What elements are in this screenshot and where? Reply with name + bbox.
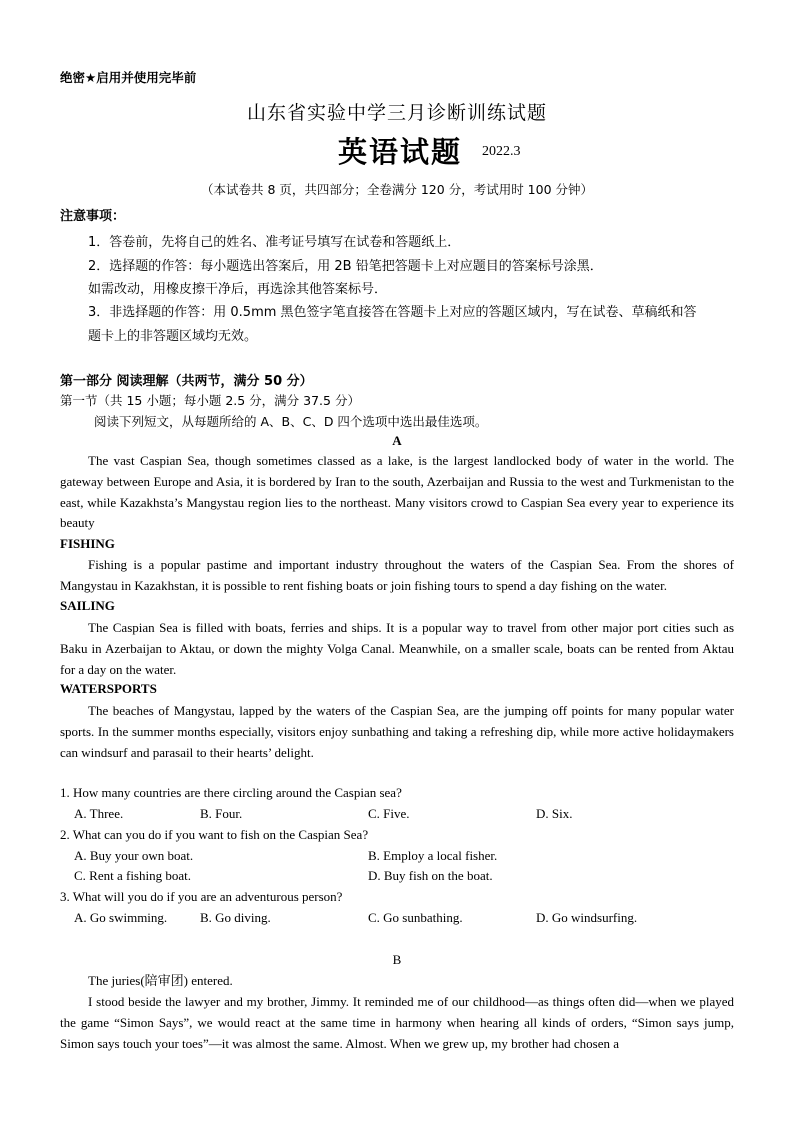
part1-heading: 第一部分 阅读理解（共两节，满分 50 分）	[60, 374, 313, 389]
fishing-heading: FISHING	[60, 536, 115, 551]
question-3-option-d[interactable]: D. Go windsurfing.	[536, 910, 638, 925]
exam-title: 英语试题	[338, 135, 463, 169]
notice-item-2: 2．选择题的作答：每小题选出答案后，用 2B 铅笔把答题卡上对应题目的答案标号涂黑．	[88, 259, 603, 274]
question-3-option-b[interactable]: B. Go diving.	[200, 910, 271, 925]
watersports-heading: WATERSPORTS	[60, 681, 157, 696]
notice-item-3-cont: 题卡上的非答题区域均无效。	[88, 329, 258, 344]
confidential-note: 绝密★启用并使用完毕前	[60, 70, 197, 85]
question-1-option-b[interactable]: B. Four.	[200, 806, 243, 821]
reading-instruction: 阅读下列短文，从每题所给的 A、B、C、D 四个选项中选出最佳选项。	[94, 414, 488, 429]
notice-item-3: 3．非选择题的作答：用 0.5mm 黑色签字笔直接答在答题卡上对应的答题区域内，写在试卷、草稿纸和答	[88, 305, 697, 320]
sailing-paragraph: The Caspian Sea is filled with boats, ferries and ships. It is a popular way to travel from other major port cities such as Baku in Azerbaijan to Aktau, or down the mighty Volga Canal. Meanwhile, on a smaller scale, boats can be rented from Aktau for a day on the water.	[60, 620, 734, 677]
question-3-stem: 3. What will you do if you are an adventurous person?	[60, 889, 343, 904]
question-2-stem: 2. What can you do if you want to fish on the Caspian Sea?	[60, 827, 369, 842]
passage-a-label: A	[392, 433, 402, 448]
question-1-option-c[interactable]: C. Five.	[368, 806, 410, 821]
section1-heading: 第一节（共 15 小题；每小题 2.5 分，满分 37.5 分）	[60, 393, 360, 408]
fishing-paragraph: Fishing is a popular pastime and important industry throughout the waters of the Caspian Sea. From the shores of Mangystau in Kazakhstan, it is possible to rent fishing boats or join fishing tours to spend a day fishing on the water.	[60, 557, 734, 593]
question-2-option-a[interactable]: A. Buy your own boat.	[74, 848, 194, 863]
question-2-option-c[interactable]: C. Rent a fishing boat.	[74, 868, 191, 883]
question-3-option-c[interactable]: C. Go sunbathing.	[368, 910, 463, 925]
passage-a-intro: The vast Caspian Sea, though sometimes classed as a lake, is the largest landlocked body of water in the world. The gateway between Europe and Asia, it is bordered by Iran to the south, Azerbaijan and Russia to the west and Turkmenistan to the east, while Kazakhsta’s Mangystau region lies to the northeast. Many visitors crowd to Caspian Sea every year to experience its beauty	[60, 453, 734, 531]
passage-b-label: B	[392, 952, 402, 967]
question-1-option-a[interactable]: A. Three.	[74, 806, 124, 821]
exam-date: 2022.3	[482, 144, 521, 159]
question-2-option-b[interactable]: B. Employ a local fisher.	[368, 848, 498, 863]
question-1-stem: 1. How many countries are there circling around the Caspian sea?	[60, 785, 402, 800]
question-3-option-a[interactable]: A. Go swimming.	[74, 910, 168, 925]
sailing-heading: SAILING	[60, 598, 115, 613]
watersports-paragraph: The beaches of Mangystau, lapped by the waters of the Caspian Sea, are the jumping off points for many popular water sports. In the summer months especially, visitors enjoy sunbathing and taking a refreshing dip, while more active holidaymakers can windsurf and parasail to their hearts’ delight.	[60, 703, 734, 760]
notice-item-2-cont: 如需改动，用橡皮擦干净后，再选涂其他答案标号．	[88, 282, 388, 297]
school-title: 山东省实验中学三月诊断训练试题	[246, 102, 547, 124]
question-2-option-d[interactable]: D. Buy fish on the boat.	[368, 868, 493, 883]
passage-b-paragraph-2: I stood beside the lawyer and my brother, Jimmy. It reminded me of our childhood—as things often did—when we played the game “Simon Says”, we would react at the same time in harmony when hearing all kinds of orders, “Simon says jump, Simon says touch your toes”—it was almost the same. Almost. When we grew up, my brother had chosen a	[60, 994, 734, 1051]
notice-heading: 注意事项：	[60, 209, 126, 224]
question-1-option-d[interactable]: D. Six.	[536, 806, 573, 821]
notice-item-1: 1．答卷前，先将自己的姓名、准考证号填写在试卷和答题纸上．	[88, 235, 461, 250]
passage-b-paragraph-1: The juries(陪审团) entered.	[88, 973, 233, 988]
exam-info: （本试卷共 8 页，共四部分；全卷满分 120 分，考试用时 100 分钟）	[200, 182, 593, 197]
